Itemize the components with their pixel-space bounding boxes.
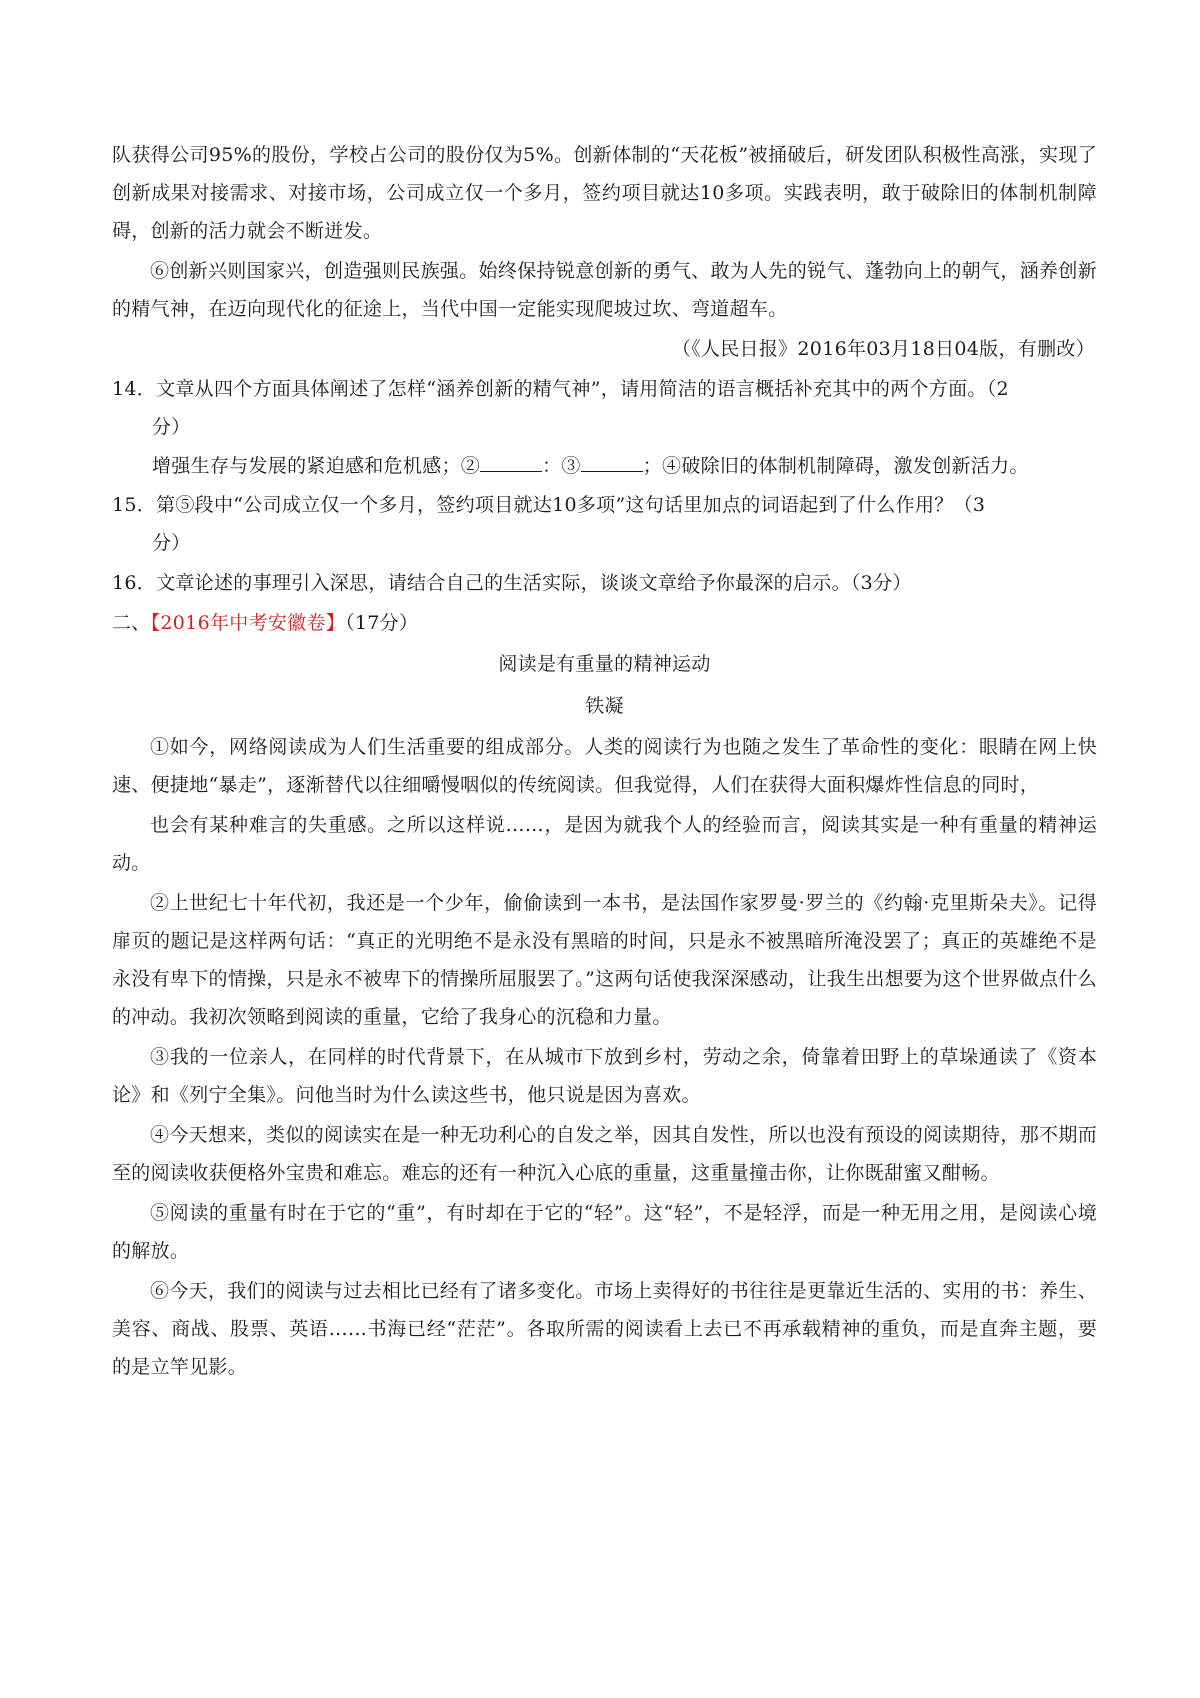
- article-paragraph-1: ①如今，网络阅读成为人们生活重要的组成部分。人类的阅读行为也随之发生了革命性的变化：眼睛在网上快速、便捷地“暴走”，逐渐替代以往细嚼慢咽似的传统阅读。但我觉得，人们在获得大面积爆炸性信息的同时，: [112, 736, 1097, 796]
- article-paragraph-3: ③我的一位亲人，在同样的时代背景下，在从城市下放到乡村，劳动之余，倚靠着田野上的草垛通读了《资本论》和《列宁全集》。问他当时为什么读这些书，他只说是因为喜欢。: [112, 1046, 1097, 1106]
- article-author: 铁凝: [585, 695, 624, 717]
- answer-blank-2[interactable]: [480, 455, 542, 472]
- article-paragraph-6: ⑥今天，我们的阅读与过去相比已经有了诸多变化。市场上卖得好的书往往是更靠近生活的、实用的书：养生、美容、商战、股票、英语……书海已经“茫茫”。各取所需的阅读看上去已不再承载精神的重负，而是直奔主题，要的是立竿见影。: [112, 1280, 1097, 1378]
- paragraph-5-continued: 队获得公司95%的股份，学校占公司的股份仅为5%。创新体制的“天花板”被捅破后，研发团队积极性高涨，实现了创新成果对接需求、对接市场，公司成立仅一个多月，签约项目就达10多项。实践表明，敢于破除旧的体制机制障碍，创新的活力就会不断迸发。: [112, 144, 1097, 242]
- question-continuation: 分）: [152, 532, 191, 554]
- question-number: 14．: [112, 378, 157, 400]
- article-title: 阅读是有重量的精神运动: [498, 653, 711, 675]
- answer-part-1: 增强生存与发展的紧迫感和危机感；②: [152, 455, 481, 477]
- article-paragraph-2: ②上世纪七十年代初，我还是一个少年，偷偷读到一本书，是法国作家罗曼·罗兰的《约翰·克里斯朵夫》。记得扉页的题记是这样两句话：“真正的光明绝不是永没有黑暗的时间，只是永不被黑暗所淹没罢了；真正的英雄绝不是永没有卑下的情操，只是永不被卑下的情操所屈服罢了。”这两句话使我深深感动，让我生出想要为这个世界做点什么的冲动。我初次领略到阅读的重量，它给了我身心的沉稳和力量。: [112, 892, 1097, 1028]
- answer-blank-3[interactable]: [581, 455, 643, 472]
- question-text: 文章从四个方面具体阐述了怎样“涵养创新的精气神”，请用简洁的语言概括补充其中的两个方面。（2: [156, 378, 1009, 400]
- article-paragraph-4: ④今天想来，类似的阅读实在是一种无功利心的自发之举，因其自发性，所以也没有预设的阅读期待，那不期而至的阅读收获便格外宝贵和难忘。难忘的还有一种沉入心底的重量，这重量撞击你，让你既甜蜜又酣畅。: [112, 1124, 1097, 1184]
- question-16: [112, 564, 1097, 602]
- article-paragraph-5: ⑤阅读的重量有时在于它的“重”，有时却在于它的“轻”。这“轻”，不是轻浮，而是一种无用之用，是阅读心境的解放。: [112, 1202, 1097, 1262]
- question-15: [112, 486, 1097, 562]
- question-text: 第⑤段中“公司成立仅一个多月，签约项目就达10多项”这句话里加点的词语起到了什么作用？（3: [156, 494, 986, 516]
- question-14: [112, 370, 1097, 446]
- section-prefix: 二、: [112, 612, 151, 634]
- source-citation: （《人民日报》2016年03月18日04版，有删改）: [671, 338, 1095, 360]
- document-page: [112, 136, 1097, 1388]
- article-paragraph-1-cont: 也会有某种难言的失重感。之所以这样说……，是因为就我个人的经验而言，阅读其实是一种有重量的精神运动。: [112, 814, 1097, 874]
- question-number: 16．: [112, 572, 157, 594]
- question-text: 文章论述的事理引入深思，请结合自己的生活实际，谈谈文章给予你最深的启示。（3分）: [156, 572, 912, 594]
- paragraph-6: ⑥创新兴则国家兴，创造强则民族强。始终保持锐意创新的勇气、敢为人先的锐气、蓬勃向上的朝气，涵养创新的精气神，在迈向现代化的征途上，当代中国一定能实现爬坡过坎、弯道超车。: [112, 260, 1097, 320]
- section-2-header: [112, 604, 1097, 642]
- section-source-label: 【2016年中考安徽卷】: [150, 612, 346, 634]
- section-score: （17分）: [345, 612, 419, 634]
- question-14-answer-line: [112, 448, 1097, 484]
- answer-part-2: ：③: [542, 455, 581, 477]
- answer-part-3: ；④破除旧的体制机制障碍，激发创新活力。: [642, 455, 1029, 477]
- question-number: 15．: [112, 494, 157, 516]
- question-continuation: 分）: [152, 416, 191, 438]
